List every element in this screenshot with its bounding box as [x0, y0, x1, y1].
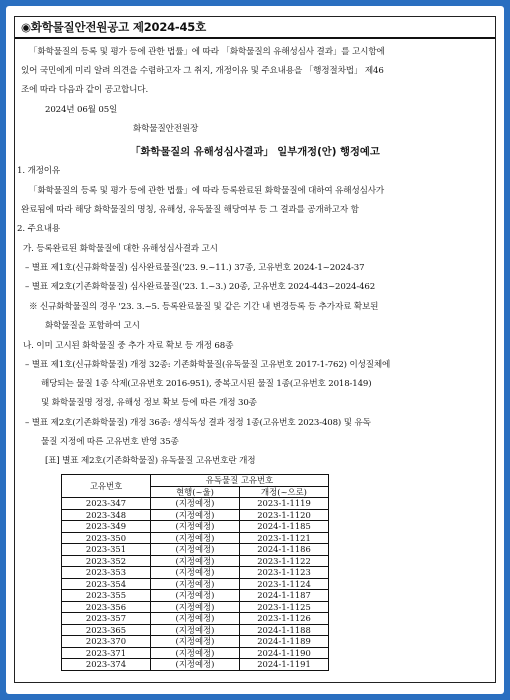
section2-na-item1-line-2: 해당되는 물질 1종 삭제(고유번호 2016-951), 중복고시된 물질 1종(고유번호 2018-149)	[41, 379, 372, 389]
table-header-current: 현행(~울)	[151, 486, 240, 498]
table-row	[62, 601, 329, 613]
intro-line-2: 있어 국민에게 미리 알려 의견을 수렴하고자 그 취지, 개정이유 및 주요내용을 「행정절차법」 제46	[21, 66, 384, 76]
cell-revised: 2023-1-1120	[240, 509, 329, 521]
table-row	[62, 647, 329, 659]
section1-line-2: 완료됨에 따라 해당 화학물질의 명칭, 유해성, 유독물질 해당여부 등 그 결과를 공개하고자 함	[21, 205, 359, 215]
cell-id: 2023-374	[62, 659, 151, 671]
cell-id: 2023-348	[62, 509, 151, 521]
cell-revised: 2024-1-1190	[240, 647, 329, 659]
header-divider	[15, 37, 495, 39]
cell-id: 2023-365	[62, 624, 151, 636]
cell-id: 2023-350	[62, 532, 151, 544]
cell-revised: 2023-1-1126	[240, 613, 329, 625]
cell-current: (지정예정)	[151, 613, 240, 625]
cell-current: (지정예정)	[151, 532, 240, 544]
table-row	[62, 659, 329, 671]
cell-id: 2023-371	[62, 647, 151, 659]
cell-id: 2023-351	[62, 544, 151, 556]
page-frame	[6, 6, 504, 694]
table-row	[62, 590, 329, 602]
cell-revised: 2023-1-1124	[240, 578, 329, 590]
intro-line-3: 조에 따라 다음과 같이 공고합니다.	[21, 85, 149, 95]
section2-heading: 2. 주요내용	[17, 224, 61, 234]
cell-id: 2023-354	[62, 578, 151, 590]
table-caption: [표] 별표 제2호(기존화학물질) 유독물질 고유번호란 개정	[45, 456, 256, 466]
table-row	[62, 567, 329, 579]
section2-na-item2-line-2: 물질 지정에 따른 고유번호 반영 35종	[41, 437, 179, 447]
section2-ga-item-2: – 별표 제2호(기존화학물질) 심사완료물질('23. 1.~3.) 20종, 고유번호 2024-443~2024-462	[25, 282, 376, 292]
cell-revised: 2023-1-1119	[240, 498, 329, 510]
table-row	[62, 613, 329, 625]
announcement-document	[14, 16, 496, 683]
cell-id: 2023-356	[62, 601, 151, 613]
cell-revised: 2024-1-1191	[240, 659, 329, 671]
toxic-substance-table	[61, 474, 329, 671]
section1-heading: 1. 개정이유	[17, 166, 61, 176]
cell-id: 2023-355	[62, 590, 151, 602]
table-row	[62, 544, 329, 556]
table-row	[62, 636, 329, 648]
cell-current: (지정예정)	[151, 509, 240, 521]
cell-revised: 2024-1-1189	[240, 636, 329, 648]
cell-id: 2023-352	[62, 555, 151, 567]
section2-ga-note-1: ※ 신규화학물질의 경우 '23. 3.~5. 등록완료물질 및 같은 기간 내 변경등록 등 추가자료 확보된	[29, 302, 379, 312]
cell-current: (지정예정)	[151, 647, 240, 659]
cell-current: (지정예정)	[151, 544, 240, 556]
cell-current: (지정예정)	[151, 567, 240, 579]
announcement-header: ◉화학물질안전원공고 제2024-45호	[21, 20, 207, 34]
section2-ga-item-1: – 별표 제1호(신규화학물질) 심사완료물질('23. 9.~11.) 37종, 고유번호 2024-1~2024-37	[25, 263, 365, 273]
cell-current: (지정예정)	[151, 590, 240, 602]
cell-revised: 2023-1-1121	[240, 532, 329, 544]
cell-id: 2023-349	[62, 521, 151, 533]
cell-current: (지정예정)	[151, 578, 240, 590]
table-header-group: 유독물질 고유번호	[151, 475, 329, 487]
cell-current: (지정예정)	[151, 636, 240, 648]
table-row	[62, 624, 329, 636]
cell-revised: 2024-1-1186	[240, 544, 329, 556]
cell-revised: 2023-1-1122	[240, 555, 329, 567]
section2-ga-title: 가. 등록완료된 화학물질에 대한 유해성심사결과 고시	[23, 244, 218, 254]
section2-na-item2-line-1: – 별표 제2호(기존화학물질) 개정 36종: 생식독성 결과 정정 1종(고유번호 2023-408) 및 유독	[25, 418, 371, 428]
announcement-date: 2024년 06월 05일	[45, 105, 118, 115]
intro-line-1: 「화학물질의 등록 및 평가 등에 관한 법률」에 따라 「화학물질의 유해성심사 결과」를 고시함에	[29, 47, 385, 57]
cell-current: (지정예정)	[151, 521, 240, 533]
table-row	[62, 521, 329, 533]
cell-revised: 2023-1-1125	[240, 601, 329, 613]
cell-current: (지정예정)	[151, 555, 240, 567]
cell-current: (지정예정)	[151, 624, 240, 636]
table-row	[62, 578, 329, 590]
section1-line-1: 「화학물질의 등록 및 평가 등에 관한 법률」에 따라 등록완료된 화학물질에 대하여 유해성심사가	[29, 186, 385, 196]
cell-id: 2023-347	[62, 498, 151, 510]
cell-revised: 2023-1-1123	[240, 567, 329, 579]
main-title: 「화학물질의 유해성심사결과」 일부개정(안) 행정예고	[130, 146, 380, 158]
cell-revised: 2024-1-1185	[240, 521, 329, 533]
table-row	[62, 509, 329, 521]
table-header-id: 고유번호	[62, 475, 151, 498]
cell-id: 2023-370	[62, 636, 151, 648]
section2-ga-note-2: 화학물질을 포함하여 고시	[45, 321, 140, 331]
cell-id: 2023-353	[62, 567, 151, 579]
cell-current: (지정예정)	[151, 601, 240, 613]
cell-current: (지정예정)	[151, 659, 240, 671]
table-header-revised: 개정(~으로)	[240, 486, 329, 498]
table-row	[62, 532, 329, 544]
cell-current: (지정예정)	[151, 498, 240, 510]
cell-revised: 2024-1-1188	[240, 624, 329, 636]
section2-na-title: 나. 이미 고시된 화학물질 중 추가 자료 확보 등 개정 68종	[23, 341, 234, 351]
issuer: 화학물질안전원장	[133, 124, 199, 134]
section2-na-item1-line-3: 및 화학물질명 정정, 유해성 정보 확보 등에 따른 개정 30종	[41, 398, 257, 408]
section2-na-item1-line-1: – 별표 제1호(신규화학물질) 개정 32종: 기존화학물질(유독물질 고유번호 2017-1-762) 이성질체에	[25, 360, 391, 370]
table-row	[62, 555, 329, 567]
cell-revised: 2024-1-1187	[240, 590, 329, 602]
cell-id: 2023-357	[62, 613, 151, 625]
table-row	[62, 498, 329, 510]
